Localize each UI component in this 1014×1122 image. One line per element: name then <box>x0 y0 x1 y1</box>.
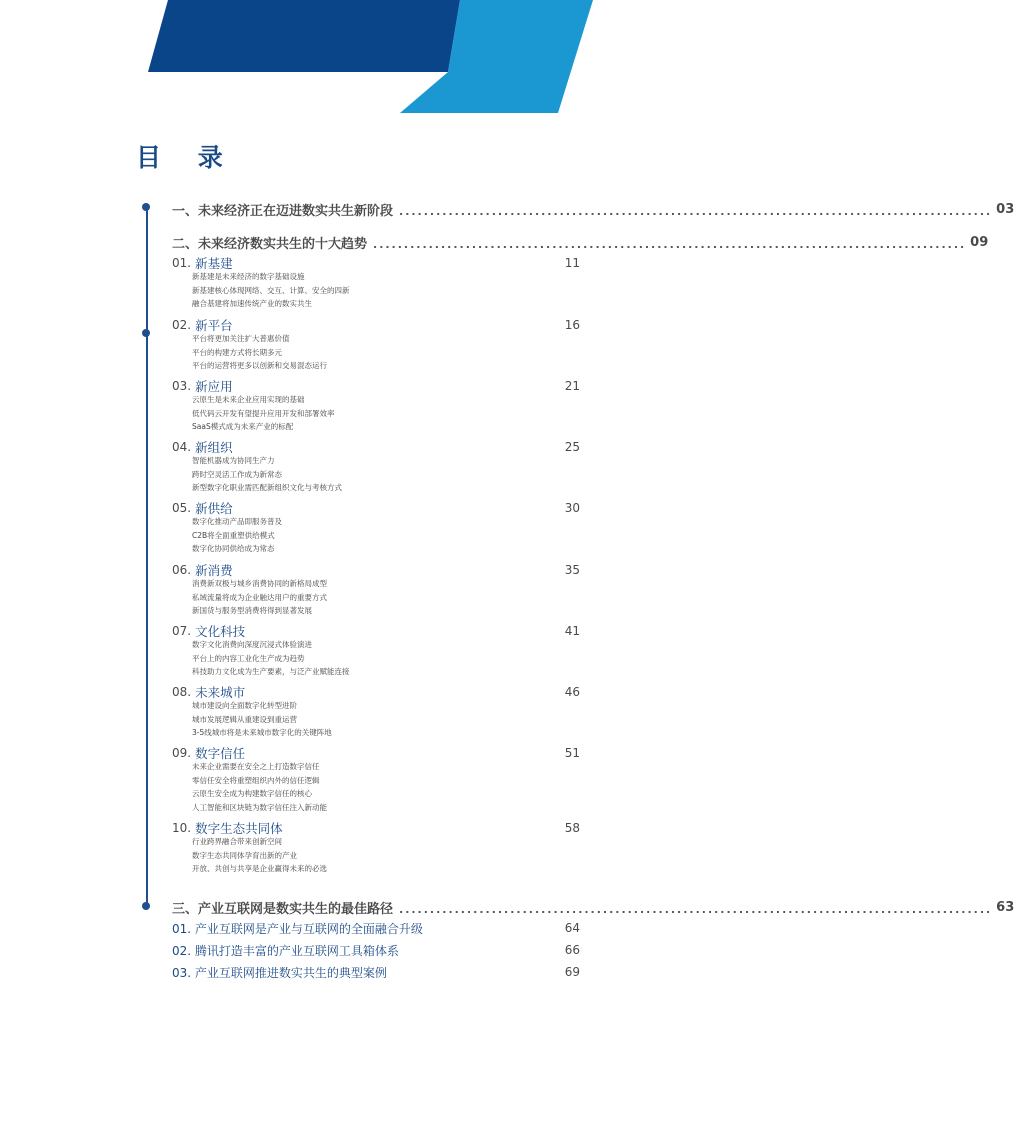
subtopic-list <box>192 270 350 311</box>
subtopic: 云原生安全成为构建数字信任的核心 <box>192 789 312 798</box>
toc-item-label: 01. 产业互联网是产业与互联网的全面融合升级 <box>172 921 423 936</box>
toc-page-number: 46 <box>564 685 580 699</box>
toc-part3-item-02[interactable] <box>172 941 580 959</box>
section-number: 06. <box>172 563 192 577</box>
section-number: 05. <box>172 501 192 515</box>
timeline-line <box>146 206 148 906</box>
subtopic: 平台将更加关注扩大普惠价值 <box>192 334 290 343</box>
subtopic: 新基建是未来经济的数字基础设施 <box>192 272 305 281</box>
subtopic: 新国货与服务型消费将得到显著发展 <box>192 606 312 615</box>
subtopic-list <box>192 760 327 814</box>
toc-page-number: 30 <box>564 501 580 515</box>
timeline-dot <box>142 329 150 337</box>
toc-part-label: 一、未来经济正在迈进数实共生新阶段 <box>172 203 394 219</box>
subtopic: 城市发展逻辑从重建设到重运营 <box>192 714 297 724</box>
subtopic: 人工智能和区块链为数字信任注入新动能 <box>192 802 327 812</box>
section-title: 文化科技 <box>195 624 246 639</box>
subtopic: 城市建设向全面数字化转型进阶 <box>192 701 297 710</box>
subtopic: 私域流量将成为企业触达用户的重要方式 <box>192 592 327 602</box>
toc-part-label: 二、未来经济数实共生的十大趋势 <box>172 236 368 252</box>
section-number: 04. <box>172 440 192 454</box>
toc-page-number: 51 <box>564 746 580 760</box>
toc-item-label: 03. 产业互联网推进数实共生的典型案例 <box>172 965 387 980</box>
subtopic: 跨时空灵活工作成为新常态 <box>192 469 282 479</box>
subtopic: SaaS模式成为未来产业的标配 <box>192 422 294 431</box>
toc-page-number: 16 <box>564 318 580 332</box>
subtopic: 零信任安全将重塑组织内外的信任逻辑 <box>192 775 320 785</box>
subtopic: C2B将全面重塑供给模式 <box>192 530 275 540</box>
toc-page-number: 66 <box>564 943 580 957</box>
toc-part3-item-01[interactable] <box>172 919 580 937</box>
subtopic-list <box>192 835 327 876</box>
subtopic: 行业跨界融合带来创新空间 <box>192 837 282 846</box>
subtopic-list <box>192 454 342 495</box>
toc-page-number: 09 <box>970 234 989 250</box>
section-number: 02. <box>172 318 192 332</box>
header-banner <box>0 0 793 130</box>
subtopic-list <box>192 393 335 434</box>
section-number: 10. <box>172 821 192 835</box>
toc-page-number: 11 <box>564 256 580 270</box>
banner-dark-shape <box>148 0 460 72</box>
section-number: 07. <box>172 624 192 638</box>
toc-page-number: 41 <box>564 624 580 638</box>
toc-page-number: 63 <box>996 899 1014 915</box>
subtopic: 数字化推动产品即服务普及 <box>192 517 282 526</box>
subtopic: 数字化协同供给成为常态 <box>192 544 275 553</box>
section-number: 09. <box>172 746 192 760</box>
subtopic: 新基建核心体现网络、交互、计算、安全的四新 <box>192 285 350 295</box>
subtopic: 平台的构建方式将长期多元 <box>192 347 282 357</box>
subtopic: 3-5线城市将是未来城市数字化的关键阵地 <box>192 728 332 737</box>
section-number: 08. <box>172 685 192 699</box>
section-title: 新平台 <box>195 318 233 333</box>
subtopic: 消费新双极与城乡消费协同的新格局成型 <box>192 579 327 588</box>
toc-page-number: 64 <box>564 921 580 935</box>
subtopic: 数字生态共同体孕育出新的产业 <box>192 850 297 860</box>
dot-leader: ................................................................................................ <box>399 902 993 916</box>
timeline-dot <box>142 203 150 211</box>
toc-page-number: 69 <box>564 965 580 979</box>
toc-part3-item-03[interactable] <box>172 963 580 981</box>
toc-page-number: 35 <box>564 563 580 577</box>
section-title: 新消费 <box>195 563 233 578</box>
subtopic: 平台上的内容工业化生产成为趋势 <box>192 653 305 663</box>
subtopic-list <box>192 577 327 618</box>
section-number: 01. <box>172 256 192 270</box>
subtopic-list <box>192 332 327 373</box>
section-number: 03. <box>172 379 192 393</box>
subtopic: 未来企业需要在安全之上打造数字信任 <box>192 762 320 771</box>
section-title: 数字生态共同体 <box>195 821 283 836</box>
dot-leader: ................................................................................................ <box>399 204 993 218</box>
toc-part-2[interactable] <box>172 232 989 252</box>
page-title: 目 录 <box>136 143 237 172</box>
toc-page-number: 21 <box>564 379 580 393</box>
toc-part-label: 三、产业互联网是数实共生的最佳路径 <box>172 901 394 917</box>
section-title: 新供给 <box>195 501 233 516</box>
subtopic-list <box>192 515 282 556</box>
toc-page-number: 03 <box>996 201 1014 217</box>
toc-page-number: 58 <box>564 821 580 835</box>
subtopic: 智能机器成为协同生产力 <box>192 456 275 465</box>
subtopic-list <box>192 699 332 740</box>
toc-part-3[interactable] <box>172 897 1014 917</box>
subtopic: 融合基建将加速传统产业的数实共生 <box>192 299 312 308</box>
subtopic: 科技助力文化成为生产要素，与泛产业赋能连接 <box>192 667 350 676</box>
toc-page-number: 25 <box>564 440 580 454</box>
section-title: 未来城市 <box>195 685 246 700</box>
subtopic: 低代码云开发有望提升应用开发和部署效率 <box>192 408 335 418</box>
toc-part-1[interactable] <box>172 199 1014 219</box>
section-title: 数字信任 <box>195 746 246 761</box>
subtopic: 平台的运营将更多以创新和交易混态运行 <box>192 361 327 370</box>
subtopic: 新型数字化职业需匹配新组织文化与考核方式 <box>192 483 342 492</box>
dot-leader: ................................................................................................ <box>373 237 967 251</box>
timeline-dot <box>142 902 150 910</box>
subtopic: 云原生是未来企业应用实现的基础 <box>192 395 305 404</box>
section-title: 新基建 <box>195 256 233 271</box>
subtopic: 数字文化消费向深度沉浸式体验演进 <box>192 640 312 649</box>
toc-item-label: 02. 腾讯打造丰富的产业互联网工具箱体系 <box>172 943 399 958</box>
section-title: 新组织 <box>195 440 233 455</box>
subtopic-list <box>192 638 350 679</box>
section-title: 新应用 <box>195 379 233 394</box>
subtopic: 开放、共创与共享是企业赢得未来的必选 <box>192 864 327 873</box>
